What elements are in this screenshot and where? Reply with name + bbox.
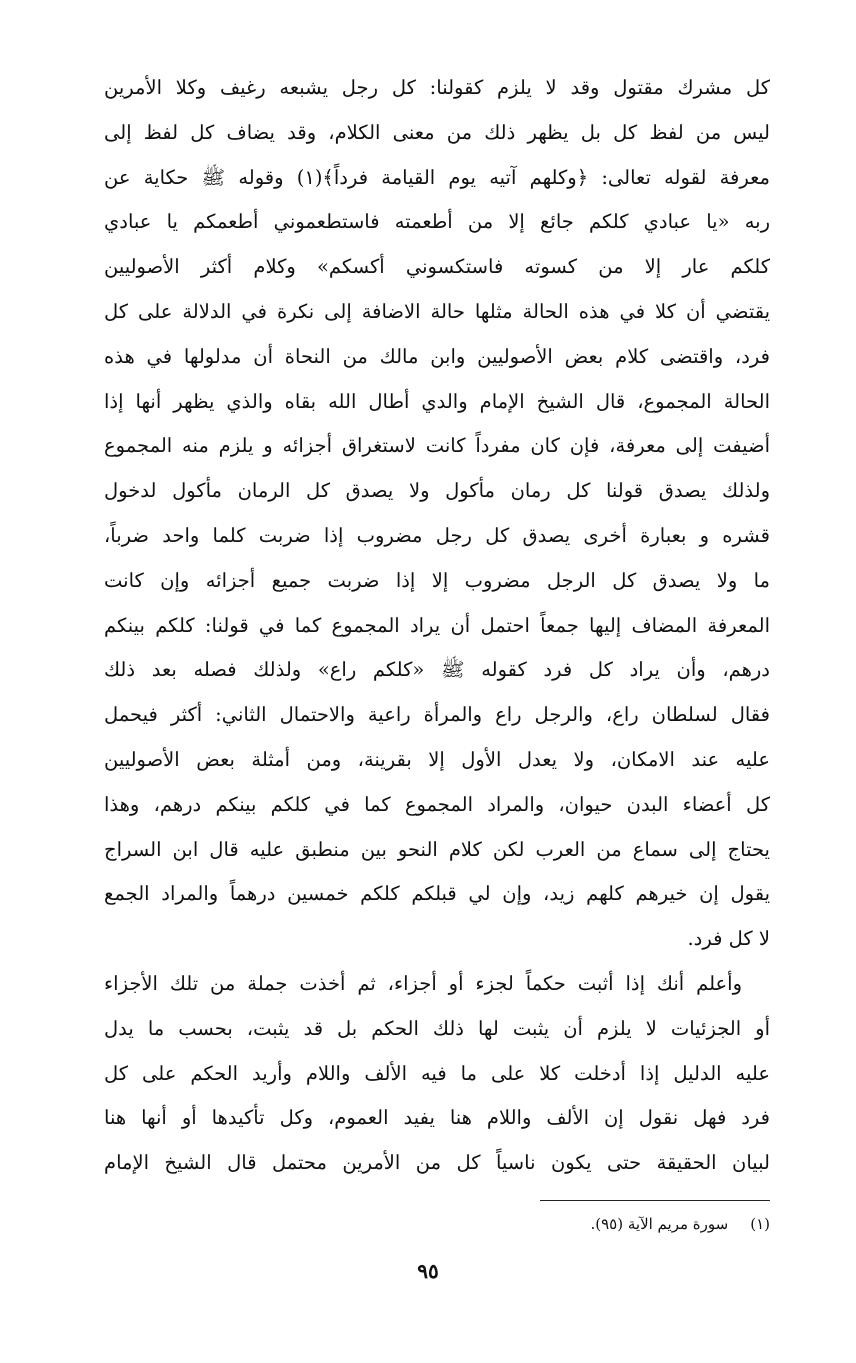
text-line: فرد فهل نقول إن الألف واللام هنا يفيد العموم، وكل تأكيدها أو أنها هنا	[104, 1106, 770, 1130]
text-line: لا كل فرد.	[687, 927, 770, 951]
text-line: أو الجزئيات لا يلزم أن يثبت لها ذلك الحكم بل قد يثبت، بحسب ما يدل	[104, 1016, 770, 1040]
text-line: ليس من لفظ كل بل يظهر ذلك من معنى الكلام، وقد يضاف كل لفظ إلى	[104, 120, 770, 144]
page-number: ٩٥	[417, 1259, 439, 1283]
footnote	[370, 1211, 770, 1237]
text-line: فرد، واقتضى كلام بعض الأصوليين وابن مالك من النحاة أن مدلولها في هذه	[104, 344, 770, 368]
text-line: ربه «يا عبادي كلكم جائع إلا من أطعمته فاستطعموني أطعمكم يا عبادي	[104, 210, 770, 234]
text-line: معرفة لقوله تعالى: ﴿وكلهم آتيه يوم القيامة فرداً﴾(١) وقوله ﷺ حكاية عن	[104, 165, 770, 189]
footnote-text: سورة مريم الآية (٩٥).	[590, 1215, 729, 1233]
text-line: المعرفة المضاف إليها جمعاً احتمل أن يراد المجموع كما في قولنا: كلكم بينكم	[104, 613, 770, 637]
text-line: كل أعضاء البدن حيوان، والمراد المجموع كما في كلكم بينكم درهم، وهذا	[104, 792, 770, 816]
text-line: يحتاج إلى سماع من العرب لكن كلام النحو بين منطبق عليه قال ابن السراج	[104, 837, 770, 861]
text-line: ولذلك يصدق قولنا كل رمان مأكول ولا يصدق كل الرمان مأكول لدخول	[104, 479, 770, 503]
text-line: درهم، وأن يراد كل فرد كقوله ﷺ «كلكم راع» ولذلك فصله بعد ذلك	[104, 658, 770, 682]
paragraph-2	[104, 962, 770, 1186]
text-line: كلكم عار إلا من كسوته فاستكسوني أكسكم» وكلام أكثر الأصوليين	[104, 255, 770, 279]
text-line: أضيفت إلى معرفة، فإن كان مفرداً كانت لاستغراق أجزائه و يلزم منه المجموع	[104, 434, 770, 458]
text-line: فقال لسلطان راع، والرجل راع والمرأة راعية والاحتمال الثاني: أكثر فيحمل	[104, 703, 770, 727]
text-line: كل مشرك مقتول وقد لا يلزم كقولنا: كل رجل يشبعه رغيف وكلا الأمرين	[104, 76, 770, 99]
text-line: يقول إن خيرهم كلهم زيد، وإن لي قبلكم كلكم خمسين درهماً والمراد الجمع	[104, 882, 770, 906]
text-line: عليه عند الامكان، ولا يعدل الأول إلا بقرينة، ومن أمثلة بعض الأصوليين	[104, 747, 770, 771]
paragraph-1	[104, 66, 770, 962]
text-line: عليه الدليل إذا أدخلت كلا على ما فيه الألف واللام وأريد الحكم على كل	[104, 1061, 770, 1085]
footnote-divider	[540, 1200, 770, 1201]
text-line: الحالة المجموع، قال الشيخ الإمام والدي أطال الله بقاه والذي يظهر أنها إذا	[104, 389, 770, 413]
text-line: لبيان الحقيقة حتى يكون ناسياً كل من الأمرين محتمل قال الشيخ الإمام	[104, 1151, 770, 1175]
text-line: قشره و بعبارة أخرى يصدق كل رجل مضروب إذا ضربت كلما واحد ضرباً،	[104, 523, 770, 547]
text-line: يقتضي أن كلا في هذه الحالة مثلها حالة الاضافة إلى نكرة في الدلالة على كل	[104, 299, 770, 323]
text-line: وأعلم أنك إذا أثبت حكماً لجزء أو أجزاء، ثم أخذت جملة من تلك الأجزاء	[104, 972, 742, 995]
text-line: ما ولا يصدق كل الرجل مضروب إلا إذا ضربت جميع أجزائه وإن كانت	[104, 568, 770, 592]
footnote-marker: (١)	[750, 1215, 770, 1233]
